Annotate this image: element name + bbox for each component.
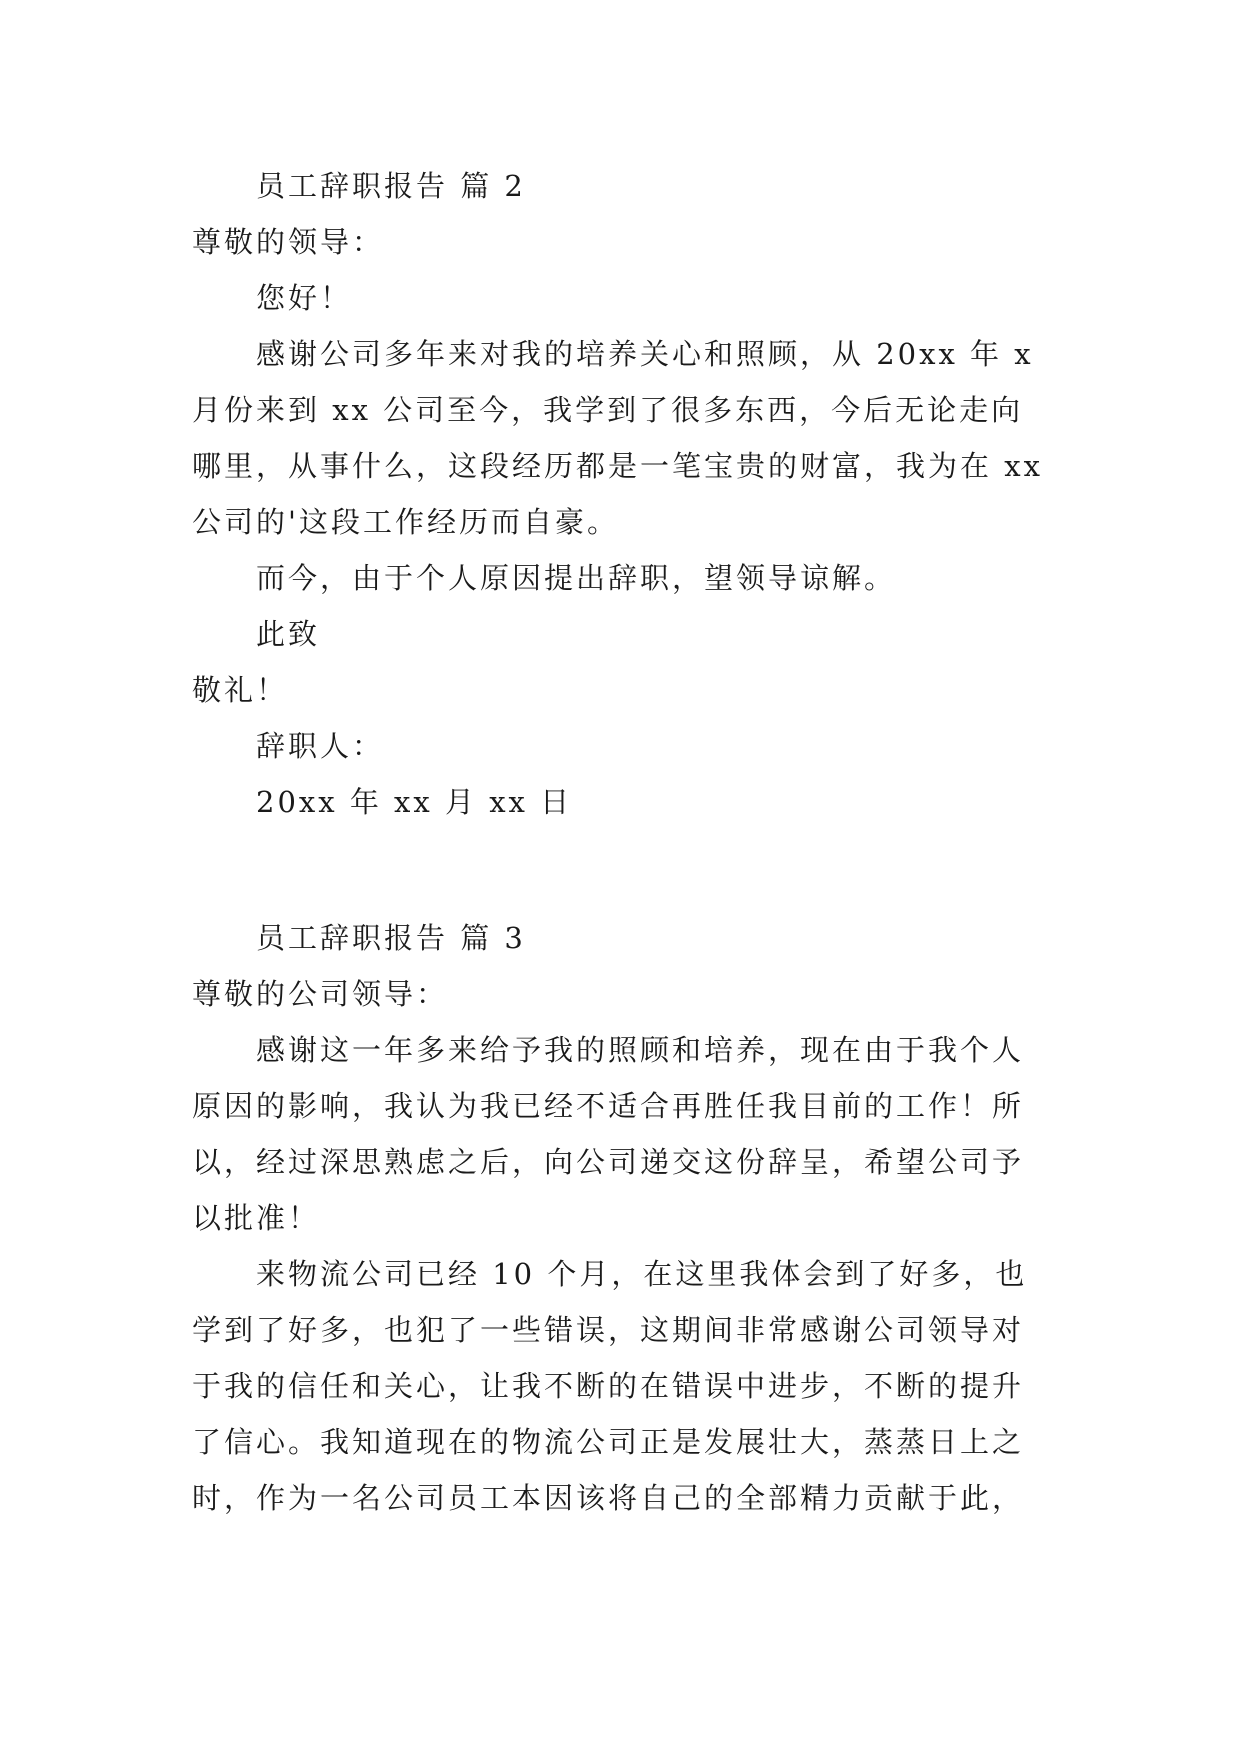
paragraph-line: 于我的信任和关心，让我不断的在错误中进步，不断的提升	[192, 1369, 1025, 1403]
salutation: 尊敬的公司领导：	[192, 977, 449, 1011]
paragraph-line: 了信心。我知道现在的物流公司正是发展壮大，蒸蒸日上之	[192, 1425, 1025, 1459]
paragraph-line: 感谢这一年多来给予我的照顾和培养，现在由于我个人	[256, 1033, 1025, 1067]
paragraph-line: 公司的'这段工作经历而自豪。	[192, 505, 619, 539]
paragraph-line: 感谢公司多年来对我的培养关心和照顾，从 20xx 年 x	[256, 337, 1034, 371]
closing-line: 敬礼！	[192, 673, 289, 707]
paragraph-line: 时，作为一名公司员工本因该将自己的全部精力贡献于此，	[192, 1481, 1025, 1515]
date-line: 20xx 年 xx 月 xx 日	[256, 785, 573, 819]
paragraph-line: 以，经过深思熟虑之后，向公司递交这份辞呈，希望公司予	[192, 1145, 1025, 1179]
paragraph-line: 来物流公司已经 10 个月，在这里我体会到了好多，也	[256, 1257, 1028, 1291]
section-title: 员工辞职报告 篇 3	[256, 921, 526, 955]
paragraph-line: 哪里，从事什么，这段经历都是一笔宝贵的财富，我为在 xx	[192, 449, 1043, 483]
greeting: 您好！	[256, 281, 353, 315]
salutation: 尊敬的领导：	[192, 225, 385, 259]
paragraph-line: 月份来到 xx 公司至今，我学到了很多东西，今后无论走向	[192, 393, 1024, 427]
paragraph-line: 而今，由于个人原因提出辞职，望领导谅解。	[256, 561, 897, 595]
paragraph-line: 以批准！	[192, 1201, 321, 1235]
section-title: 员工辞职报告 篇 2	[256, 169, 526, 203]
signer-label: 辞职人：	[256, 729, 385, 763]
paragraph-line: 学到了好多，也犯了一些错误，这期间非常感谢公司领导对	[192, 1313, 1025, 1347]
paragraph-line: 原因的影响，我认为我已经不适合再胜任我目前的工作！所	[192, 1089, 1025, 1123]
closing-line: 此致	[256, 617, 321, 651]
